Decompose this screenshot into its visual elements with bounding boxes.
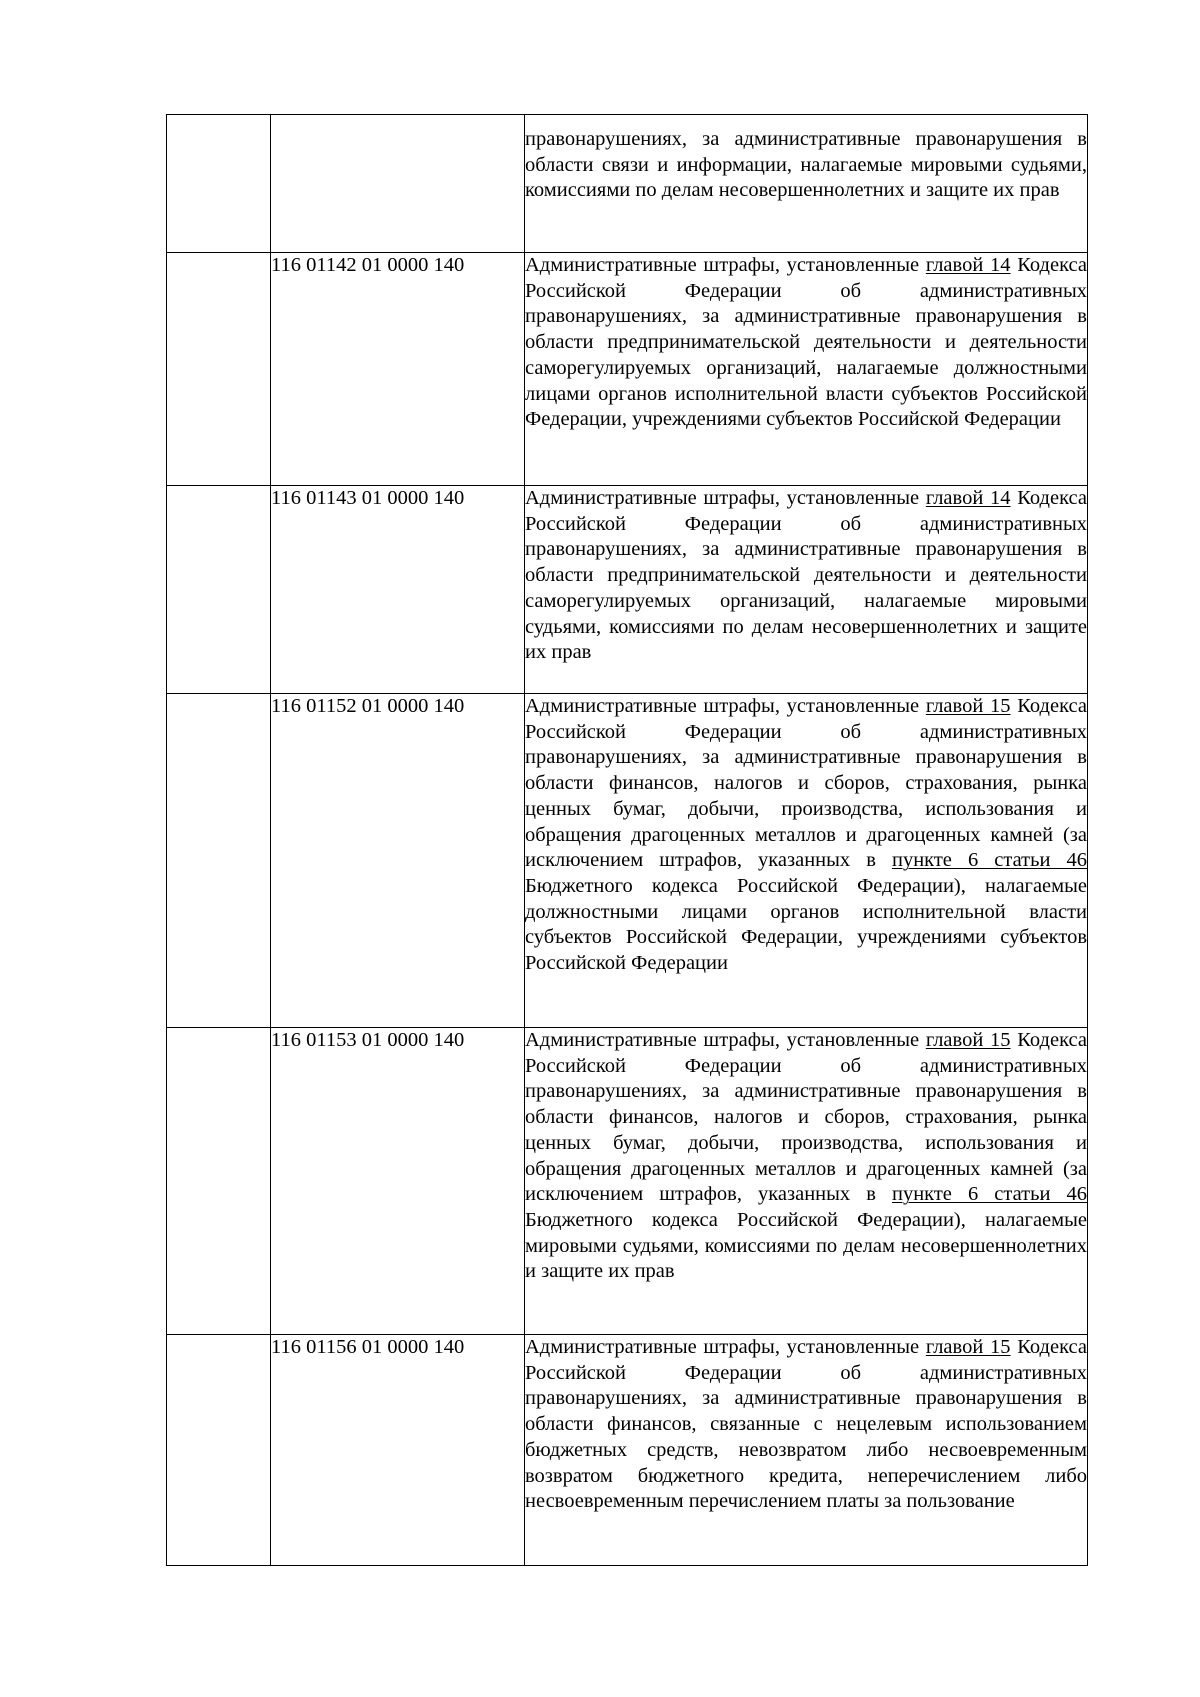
description-cell	[525, 253, 1088, 486]
description-text: Кодекса Российской Федерации об административных правонарушениях, за административные правонарушения в области финансов, налогов и сборов, страхования, рынка ценных бумаг, добычи, производства, использования и обращения драгоценных металлов и драгоценных камней (за исключением штрафов, указанных в	[525, 695, 1087, 872]
budget-codes-table	[166, 114, 1088, 1566]
index-cell	[167, 1335, 271, 1566]
description-cell	[525, 115, 1088, 253]
description-text: Бюджетного кодекса Российской Федерации), налагаемые должностными лицами органов исполнительной власти субъектов Российской Федерации, учреждениями субъектов Российской Федерации	[525, 874, 1087, 975]
description-text: Административные штрафы, установленные	[525, 487, 926, 509]
table-row	[167, 1028, 1088, 1335]
description-text: Кодекса Российской Федерации об административных правонарушениях, за административные правонарушения в области предпринимательской деятельности и деятельности саморегулируемых организаций, налагаемые должностными лицами органов исполнительной власти субъектов Российской Федерации, учреждениями субъектов Российской Федерации	[525, 254, 1087, 431]
table-row	[167, 486, 1088, 694]
code-cell: 116 01143 01 0000 140	[271, 486, 525, 694]
description-text: Административные штрафы, установленные	[525, 1029, 926, 1051]
code-cell: 116 01156 01 0000 140	[271, 1335, 525, 1566]
description-text: Административные штрафы, установленные	[525, 695, 926, 717]
table-row	[167, 1335, 1088, 1566]
chapter-link[interactable]: главой 14	[925, 254, 1011, 276]
table-row	[167, 694, 1088, 1028]
chapter-link[interactable]: главой 15	[925, 1336, 1011, 1358]
description-cell	[525, 694, 1088, 1028]
table-row	[167, 253, 1088, 486]
index-cell	[167, 115, 271, 253]
description-cell	[525, 486, 1088, 694]
description-text: Административные штрафы, установленные	[525, 1336, 926, 1358]
description-text: Кодекса Российской Федерации об административных правонарушениях, за административные правонарушения в области финансов, связанные с нецелевым использованием бюджетных средств, невозвратом либо несвоевременным возвратом бюджетного кредита, неперечислением либо несвоевременным перечислением платы за пользование	[525, 1336, 1087, 1513]
code-cell	[271, 115, 525, 253]
index-cell	[167, 486, 271, 694]
description-cell	[525, 1335, 1088, 1566]
code-cell: 116 01153 01 0000 140	[271, 1028, 525, 1335]
chapter-link[interactable]: главой 14	[925, 487, 1011, 509]
description-text: Кодекса Российской Федерации об административных правонарушениях, за административные правонарушения в области финансов, налогов и сборов, страхования, рынка ценных бумаг, добычи, производства, использования и обращения драгоценных металлов и драгоценных камней (за исключением штрафов, указанных в	[525, 1029, 1087, 1206]
index-cell	[167, 1028, 271, 1335]
index-cell	[167, 253, 271, 486]
description-text: Административные штрафы, установленные	[525, 254, 926, 276]
index-cell	[167, 694, 271, 1028]
description-cell	[525, 1028, 1088, 1335]
description-text: Бюджетного кодекса Российской Федерации), налагаемые мировыми судьями, комиссиями по делам несовершеннолетних и защите их прав	[525, 1208, 1087, 1283]
article-link[interactable]: пункте 6 статьи 46	[891, 1183, 1087, 1206]
article-link[interactable]: пункте 6 статьи 46	[891, 849, 1087, 872]
chapter-link[interactable]: главой 15	[925, 1029, 1011, 1051]
description-text: правонарушениях, за административные правонарушения в области связи и информации, налагаемые мировыми судьями, комиссиями по делам несовершеннолетних и защите их прав	[525, 128, 1087, 202]
description-text: Кодекса Российской Федерации об административных правонарушениях, за административные правонарушения в области предпринимательской деятельности и деятельности саморегулируемых организаций, налагаемые мировыми судьями, комиссиями по делам несовершеннолетних и защите их прав	[525, 487, 1087, 664]
code-cell: 116 01142 01 0000 140	[271, 253, 525, 486]
chapter-link[interactable]: главой 15	[925, 695, 1011, 717]
table-row	[167, 115, 1088, 253]
code-cell: 116 01152 01 0000 140	[271, 694, 525, 1028]
